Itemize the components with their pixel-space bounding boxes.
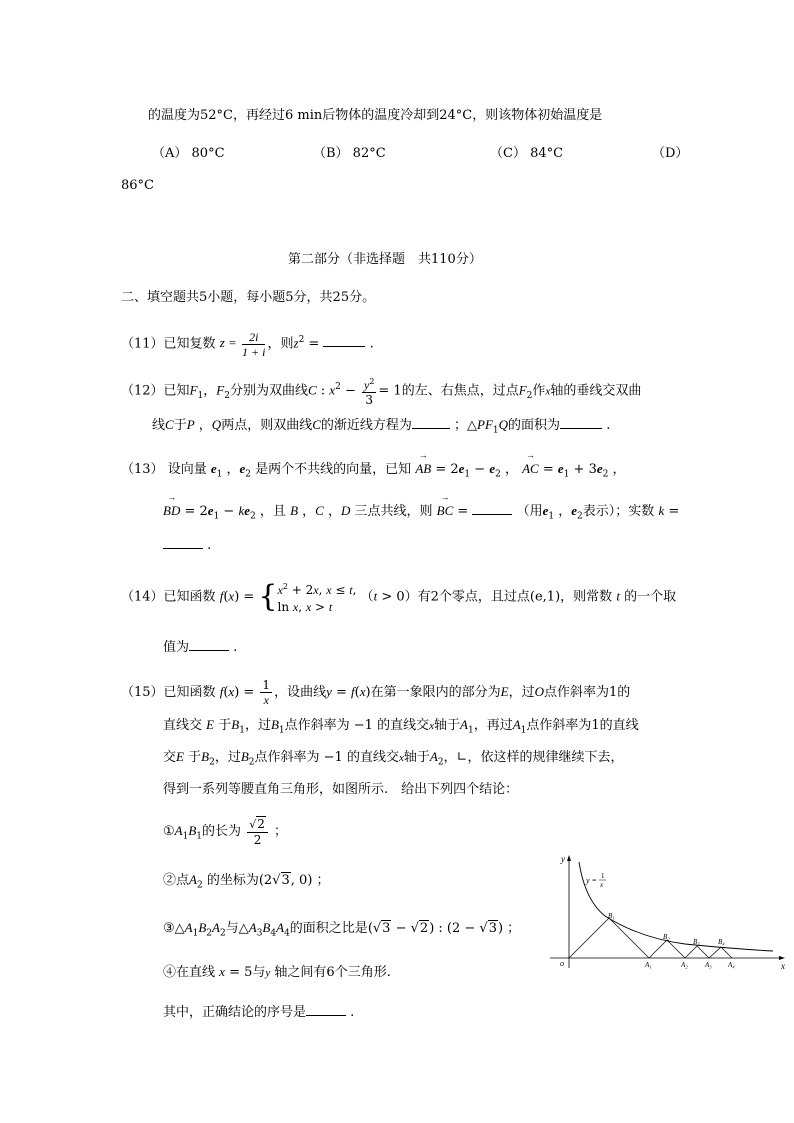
triangle-3: [685, 946, 709, 958]
axis-label-x: x: [781, 961, 785, 971]
q10-option-d: （D）: [652, 146, 689, 161]
triangle-2: [649, 940, 685, 958]
question-15-line4: 得到一系列等腰直角三角形，如图所示. 给出下列四个结论：: [163, 782, 519, 797]
question-12-line2: 线C于P ，Q两点，则双曲线C的渐近线方程为 ；$\triangle PF_1Q$的面积为 .: [152, 417, 611, 436]
point-A3: A₃: [705, 961, 712, 969]
q10-option-a: （A） 80°C: [152, 146, 225, 161]
part2-title: 第二部分（非选择题 共110分）: [288, 252, 482, 267]
point-A2: A₂: [681, 961, 688, 969]
question-13-line1: （13） 设向量 $e_1$ ，$e_2$ 是两个不共线的向量，已知 → AB = $2e_1 - e_2$ ， → AC = $e_1 + 3e_2$ ，: [121, 458, 626, 480]
question-11: （11）已知复数 z = $\frac{2i}{1 + i}$ ，则$z^2$ = .: [121, 329, 374, 359]
q12-area-blank[interactable]: [560, 428, 602, 429]
question-13-line2: → BD = $2e_1 - ke_2$ ，且 B ，C ，D 三点共线，则 → BC = （用$e_1$ ，$e_2$表示）；实数 k =: [163, 500, 679, 522]
question-15-conclusion: 其中，正确结论的序号是 .: [163, 1005, 355, 1020]
q11-formula: z = $\frac{2i}{1 + i}$: [219, 329, 266, 359]
point-B3: B₃: [693, 938, 700, 946]
conclusion-2: ②点$A_2$ 的坐标为(2√3, 0) ；: [163, 872, 330, 891]
section-heading: 二、填空题共5小题，每小题5分，共25分。: [121, 290, 376, 305]
axis-label-y: y: [561, 854, 565, 864]
point-B1: B₁: [608, 912, 615, 920]
figure-hyperbola-triangles: [545, 850, 790, 975]
q13-vector-blank[interactable]: [472, 514, 512, 515]
q10-option-c: （C） 84°C: [490, 146, 564, 161]
point-B4: B₄: [718, 938, 725, 946]
triangle-4: [709, 947, 732, 958]
q15-blank[interactable]: [306, 1015, 346, 1016]
q12-asymptote-blank[interactable]: [412, 428, 450, 429]
question-15-line3: 交E 于$B_2$，过$B_2$点作斜率为 −1 的直线交x轴于$A_2$，∟，依这样的规律继续下去，: [163, 749, 624, 768]
question-15-line1: （15）已知函数 f(x) = $\frac{1}{x}$ ，设曲线y = f(x)在第一象限内的部分为E，过O点作斜率为1的: [121, 678, 631, 707]
q11-number: （11）: [121, 336, 164, 352]
q10-option-b: （B） 82°C: [313, 146, 386, 161]
question-13-line3: .: [163, 538, 211, 553]
conclusion-4: ④在直线 x = 5与y 轴之间有6个三角形.: [163, 964, 391, 980]
curve-label-y: y: [586, 876, 590, 885]
question-14-line1: （14）已知函数 $f(x) = \{x^2 + 2x$, x ≤ t, ln x, x > t （t > 0）有2个零点，且过点(e,1)，则常数 t 的一个取: [121, 579, 677, 614]
question-14-line2: 值为 .: [163, 640, 238, 655]
q10-stem: 的温度为52°C，再经过6 min后物体的温度冷却到24°C，则该物体初始温度是: [148, 108, 603, 123]
q10-option-d-value: 86°C: [121, 178, 154, 193]
conclusion-1: $①A_1B_1$的长为 $\frac{√2}{2}$ ；: [163, 816, 287, 847]
curve-label-num: 1: [601, 872, 605, 880]
x-axis-arrow-icon: [779, 956, 785, 960]
q11-post: ，则: [267, 336, 294, 352]
curve-y-1-over-x: [579, 862, 773, 951]
point-A1: A₁: [645, 961, 652, 969]
question-12-line1: （12）已知$F_1$，$F_2$分别为双曲线C : $x^2$ − $\frac{y^2}{3}$ = 1的左、右焦点，过点$F_2$作x轴的垂线交双曲: [121, 376, 642, 407]
y-axis-arrow-icon: [567, 855, 571, 861]
q11-fraction: $\frac{2i}{1 + i}$: [242, 329, 266, 359]
triangle-1: [569, 918, 649, 958]
q11-pre: 已知复数: [163, 336, 216, 352]
q11-answer-blank[interactable]: [323, 346, 365, 347]
svg-text:=: =: [592, 876, 597, 885]
q13-k-blank[interactable]: [163, 548, 203, 549]
conclusion-3: $③\triangle A_1B_2A_2$与$\triangle A_3B_4A_4$的面积之比是(√3 − √2) : (2 − √3) ；: [163, 920, 521, 939]
point-A4: A₄: [728, 961, 735, 969]
question-15-line2: 直线交 E 于$B_1$，过$B_1$点作斜率为 −1 的直线交x轴于$A_1$，再过$A_1$点作斜率为1的直线: [163, 717, 639, 736]
point-B2: B₂: [663, 933, 670, 941]
q14-blank[interactable]: [189, 650, 229, 651]
curve-label-den: x: [600, 881, 604, 889]
origin-label: o: [560, 959, 564, 968]
